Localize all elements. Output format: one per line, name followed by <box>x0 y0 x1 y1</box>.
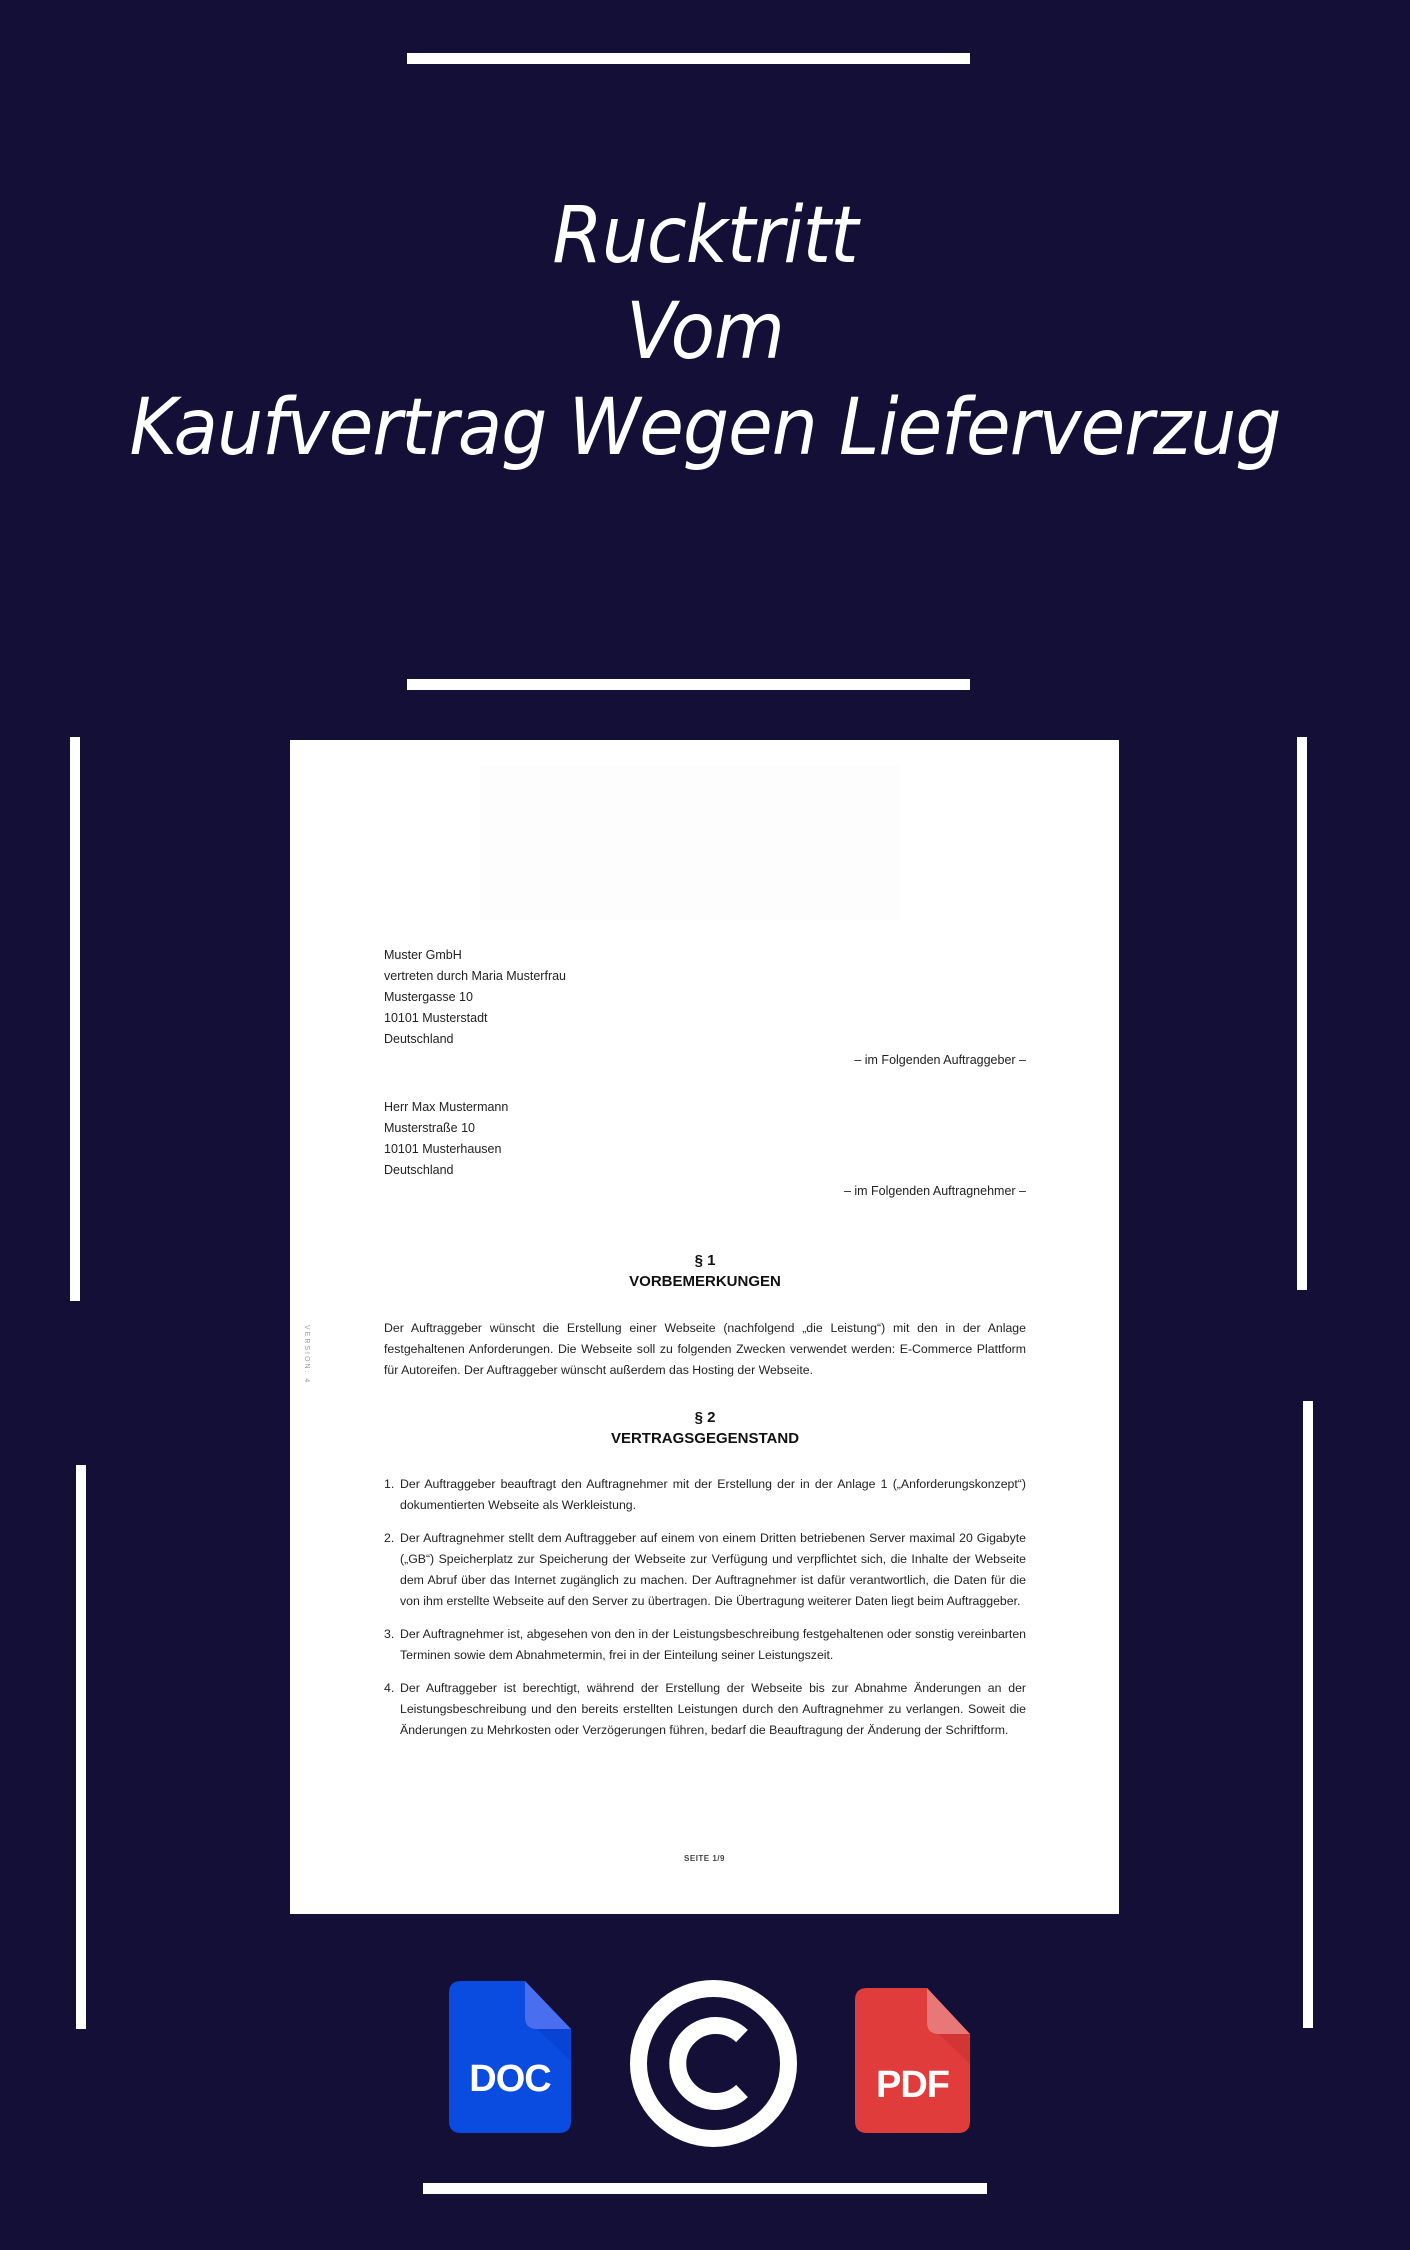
document-preview-page <box>290 740 1119 1914</box>
cover-title <box>49 188 1360 476</box>
bottom-divider <box>423 2183 987 2194</box>
client-address-line: Muster GmbH <box>384 948 462 962</box>
client-address-line: vertreten durch Maria Musterfrau <box>384 969 567 983</box>
client-address-line: Mustergasse 10 <box>384 990 473 1004</box>
top-divider <box>407 53 970 64</box>
pdf-format-label: PDF <box>876 2064 949 2106</box>
section-2-title: VERTRAGSGEGENSTAND <box>610 1430 800 1447</box>
right-upper-bar <box>1297 737 1307 1290</box>
title-line-2: Vom <box>626 287 784 377</box>
copyright-icon <box>630 1980 797 2147</box>
version-label: VERSION: 4 <box>303 1325 310 1385</box>
doc-format-label: DOC <box>469 2058 551 2100</box>
client-address-line: Deutschland <box>384 1032 454 1046</box>
section-1-heading <box>384 1250 1026 1292</box>
contractor-address-line: Herr Max Mustermann <box>384 1100 509 1114</box>
contractor-address-block <box>384 1097 1026 1202</box>
left-lower-bar <box>76 1465 86 2029</box>
contractor-role: – im Folgenden Auftragnehmer – <box>843 1184 1026 1198</box>
client-address-block <box>384 945 1026 1071</box>
list-item: 3. Der Auftragnehmer ist, abgesehen von den in der Leistungsbeschreibung festgehaltenen oder sonstig vereinbarten Terminen sowie dem Abnahmetermin, frei in der Einteilung seiner Leistungszeit. <box>384 1627 1026 1662</box>
right-lower-bar <box>1303 1401 1313 2028</box>
list-item: 4. Der Auftraggeber ist berechtigt, während der Erstellung der Webseite bis zur Abnahme Änderungen an der Leistungsbeschreibung und den bereits erstellten Leistungen durch den Auftragnehmer zu verlangen. Soweit die Änderungen zu Mehrkosten oder Verzögerungen führen, bedarf die Beauftragung der Änderung der Schriftform. <box>384 1681 1026 1737</box>
contractor-address-line: Musterstraße 10 <box>384 1121 476 1135</box>
section-2-heading <box>384 1407 1026 1449</box>
title-line-1: Rucktritt <box>552 191 858 281</box>
page-number: SEITE 1/9 <box>684 1854 725 1863</box>
logo-placeholder <box>480 765 900 920</box>
title-line-3: Kaufvertrag Wegen Lieferverzug <box>129 383 1281 473</box>
list-item: 1. Der Auftraggeber beauftragt den Auftragnehmer mit der Erstellung der in der Anlage 1 („Anforderungskonzept“) dokumentierten Webseite als Werkleistung. <box>384 1477 1026 1512</box>
pdf-format-icon <box>855 1988 970 2133</box>
section-2-number: § 2 <box>694 1409 716 1426</box>
title-divider <box>407 679 970 690</box>
client-address-line: 10101 Musterstadt <box>384 1011 488 1025</box>
section-1-paragraph: Der Auftraggeber wünscht die Erstellung einer Webseite (nachfolgend „die Leistung“) mit den in der Anlage festgehaltenen Anforderungen. Die Webseite soll zu folgenden Zwecken verwendet werden: E-Commerce Plattform für Autoreifen. Der Auftraggeber wünscht außerdem das Hosting der Webseite. <box>384 1321 1026 1377</box>
section-1-number: § 1 <box>694 1252 716 1269</box>
list-item: 2. Der Auftragnehmer stellt dem Auftraggeber auf einem von einem Dritten betriebenen Server maximal 20 Gigabyte („GB“) Speicherplatz zur Speicherung der Webseite zur Verfügung und verpflichtet sich, die Inhalte der Webseite dem Abruf über das Internet zugänglich zu machen. Der Auftragnehmer ist dafür verantwortlich, die Daten für die von ihm erstellte Webseite auf den Server zu übertragen. Die Übertragung weiterer Daten liegt beim Auftraggeber. <box>384 1531 1026 1608</box>
contractor-address-line: 10101 Musterhausen <box>384 1142 502 1156</box>
section-2-list <box>384 1474 1026 1753</box>
section-1-title: VORBEMERKUNGEN <box>629 1273 781 1290</box>
client-role: – im Folgenden Auftraggeber – <box>854 1053 1026 1067</box>
doc-format-icon <box>449 1981 571 2133</box>
contractor-address-line: Deutschland <box>384 1163 454 1177</box>
left-upper-bar <box>70 737 80 1301</box>
